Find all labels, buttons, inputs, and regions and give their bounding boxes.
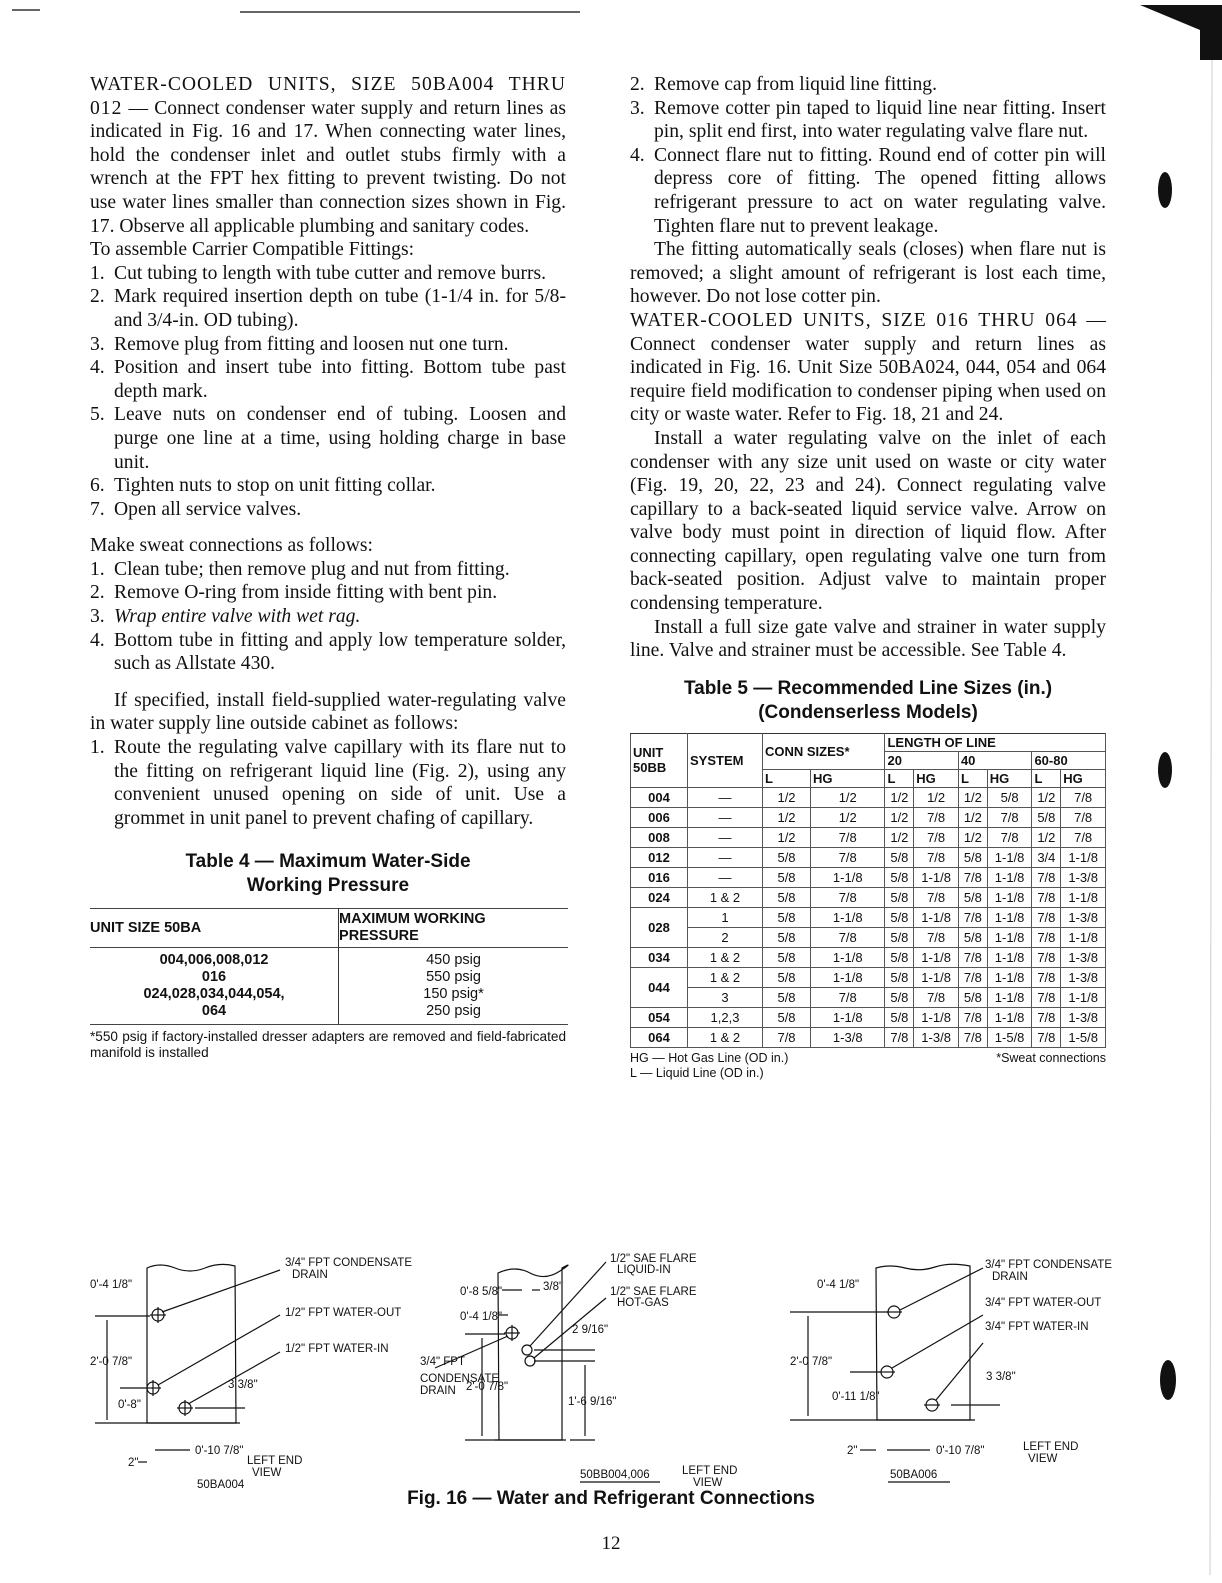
list-item (630, 144, 1106, 238)
size-cell: 1-1/8 (987, 907, 1032, 927)
size-cell: 7/8 (1032, 867, 1061, 887)
size-cell: 1-3/8 (1061, 967, 1106, 987)
dim-label: 2'-0 7/8" (466, 1381, 509, 1393)
sweat-steps-list (90, 558, 566, 676)
model-label: 50BA004 (197, 1479, 245, 1490)
size-cell: 1/2 (958, 787, 987, 807)
size-cell: 5/8 (763, 887, 811, 907)
system-cell: — (688, 847, 763, 867)
size-cell: 7/8 (1032, 987, 1061, 1007)
callout-label: 1/2" FPT WATER-IN (285, 1343, 389, 1355)
view-label: LEFT END (1023, 1441, 1079, 1453)
col-length-of-line: LENGTH OF LINE (885, 733, 1106, 751)
table-row (631, 907, 1106, 927)
size-cell: 7/8 (811, 847, 885, 867)
dim-label: 0'-4 1/8" (460, 1311, 503, 1323)
size-cell: 1-1/8 (914, 907, 959, 927)
size-cell: 1/2 (958, 827, 987, 847)
table-row (631, 827, 1106, 847)
list-item (90, 629, 566, 676)
size-cell: 1/2 (811, 787, 885, 807)
size-cell: 1-3/8 (1061, 907, 1106, 927)
col-l: L (763, 769, 811, 787)
size-cell: 7/8 (811, 987, 885, 1007)
dim-label: 2'-0 7/8" (790, 1356, 833, 1368)
size-cell: 1-1/8 (811, 967, 885, 987)
regulating-steps-continued (630, 73, 1106, 238)
table4-title-line1: Table 4 — Maximum Water-Side (185, 851, 471, 873)
size-cell: 5/8 (763, 987, 811, 1007)
size-cell: 5/8 (885, 847, 914, 867)
size-cell: 7/8 (914, 847, 959, 867)
figure-caption: Fig. 16 — Water and Refrigerant Connections (407, 1488, 815, 1509)
table4-col-pressure (339, 909, 568, 948)
size-cell: 1-1/8 (914, 967, 959, 987)
dim-label: 3 3/8" (986, 1371, 1016, 1383)
system-cell: 1,2,3 (688, 1007, 763, 1027)
dim-label: 0'-8 5/8" (460, 1286, 503, 1298)
unit-cell: 054 (631, 1007, 688, 1027)
paragraph-water-cooled-004-012 (90, 73, 566, 238)
size-cell: 7/8 (811, 827, 885, 847)
size-cell: 5/8 (958, 987, 987, 1007)
unit-cell: 064 (631, 1027, 688, 1047)
size-cell: 7/8 (1061, 827, 1106, 847)
col-unit: UNIT 50BB (631, 733, 688, 787)
paragraph-text: — Connect condenser water supply and return lines as indicated in Fig. 16 and 17. When connecting water lines, hold the condenser inlet and outlet stubs firmly with a wrench at the FPT hex fitting to prevent twisting. Do not use water lines smaller than connection sizes shown in Fig. 17. Observe all applicable plumbing and sanitary codes. (90, 97, 566, 237)
list-number: 3. (630, 97, 645, 119)
sweat-intro: Make sweat connections as follows: (90, 535, 373, 557)
size-cell: 7/8 (811, 887, 885, 907)
pressure-cell: 450 psig 550 psig 150 psig* 250 psig (339, 948, 568, 1025)
table5-legend (630, 1051, 1106, 1066)
system-cell: 2 (688, 927, 763, 947)
size-cell: 5/8 (958, 927, 987, 947)
size-cell: 1/2 (763, 807, 811, 827)
list-text: Connect flare nut to fitting. Round end of cotter pin will depress core of fitting. The opened fitting allows refrigerant pressure to act on water regulating valve. Tighten flare nut to prevent leakage. (654, 144, 1106, 237)
size-cell: 5/8 (763, 1007, 811, 1027)
list-item (630, 97, 1106, 144)
table4-footnote: *550 psig if factory-installed dresser adapters are removed and field-fabricated manifold is installed (90, 1029, 566, 1061)
size-cell: 1/2 (763, 827, 811, 847)
unit-cell: 006 (631, 807, 688, 827)
col-hg: HG (811, 769, 885, 787)
table-row (631, 947, 1106, 967)
size-cell: 5/8 (763, 867, 811, 887)
size-cell: 1-5/8 (1061, 1027, 1106, 1047)
callout-label: DRAIN (292, 1269, 328, 1281)
left-column (90, 73, 566, 1061)
dim-label: 0'-4 1/8" (90, 1279, 133, 1291)
size-cell: 1/2 (763, 787, 811, 807)
col-l: L (1032, 769, 1061, 787)
size-cell: 1-1/8 (1061, 987, 1106, 1007)
binder-hole-icon (1160, 1360, 1176, 1400)
paragraph-water-cooled-016-064 (630, 309, 1106, 427)
callout-label: HOT-GAS (617, 1297, 669, 1309)
size-cell: 7/8 (1032, 907, 1061, 927)
list-text: Remove cap from liquid line fitting. (654, 74, 937, 95)
table4-title (90, 850, 566, 898)
col-system: SYSTEM (688, 733, 763, 787)
list-number: 5. (90, 404, 105, 426)
size-cell: 5/8 (987, 787, 1032, 807)
unit-cell: 012 (631, 847, 688, 867)
size-cell: 1/2 (885, 807, 914, 827)
table-row (631, 887, 1106, 907)
size-cell: 7/8 (958, 967, 987, 987)
size-cell: 7/8 (987, 827, 1032, 847)
size-cell: 1-1/8 (811, 867, 885, 887)
size-cell: 7/8 (958, 947, 987, 967)
size-cell: 1/2 (885, 827, 914, 847)
view-label: LEFT END (682, 1465, 738, 1477)
list-text: Tighten nuts to stop on unit fitting collar. (114, 475, 436, 497)
list-number: 3. (90, 333, 105, 355)
paragraph-gate-valve: Install a full size gate valve and strainer in water supply line. Valve and strainer must be accessible. See Table 4. (630, 616, 1106, 662)
size-cell: 1-1/8 (914, 947, 959, 967)
fitting-hot-gas-icon (525, 1356, 535, 1366)
col-length-20: 20 (885, 751, 958, 769)
list-number: 1. (90, 737, 105, 759)
size-cell: 1/2 (914, 787, 959, 807)
size-cell: 5/8 (763, 847, 811, 867)
list-number: 4. (90, 629, 105, 651)
unit-cell: 034 (631, 947, 688, 967)
view-label: VIEW (1028, 1453, 1058, 1465)
binder-hole-icon (1158, 752, 1172, 788)
size-cell: 1-1/8 (914, 867, 959, 887)
size-cell: 1-1/8 (811, 907, 885, 927)
dim-label: 3 3/8" (228, 1379, 258, 1391)
dim-label: 0'-10 7/8" (195, 1445, 244, 1457)
list-item (90, 736, 566, 830)
list-item (90, 262, 566, 286)
system-cell: 1 & 2 (688, 967, 763, 987)
size-cell: 1-1/8 (811, 947, 885, 967)
size-cell: 1-1/8 (987, 927, 1032, 947)
size-cell: 1-1/8 (987, 867, 1032, 887)
size-cell: 5/8 (763, 907, 811, 927)
size-cell: 7/8 (885, 1027, 914, 1047)
list-number: 2. (90, 582, 105, 604)
table-row (631, 927, 1106, 947)
list-item (90, 581, 566, 605)
col-length-60-80: 60-80 (1032, 751, 1106, 769)
size-cell: 5/8 (763, 947, 811, 967)
list-text: Cut tubing to length with tube cutter and remove burrs. (114, 262, 547, 284)
table5-footnote: *Sweat connections (996, 1050, 1106, 1065)
list-number: 3. (90, 606, 105, 628)
callout-label: LIQUID-IN (617, 1264, 671, 1276)
dim-label: 0'-8" (118, 1399, 141, 1411)
unit-cell: 004 (631, 787, 688, 807)
system-cell: — (688, 787, 763, 807)
unit-size-cell: 004,006,008,012 016 024,028,034,044,054, 064 (90, 948, 339, 1025)
system-cell: 1 & 2 (688, 887, 763, 907)
unit-cell: 016 (631, 867, 688, 887)
size-cell: 7/8 (958, 1007, 987, 1027)
dim-label: 3/8" (543, 1281, 564, 1293)
size-cell: 7/8 (811, 927, 885, 947)
list-text: Leave nuts on condenser end of tubing. Loosen and purge one line at a time, using holding charge in base unit. (114, 404, 566, 473)
list-item (90, 356, 566, 403)
paragraph-text: — Connect condenser water supply and return lines as indicated in Fig. 16. Unit Size 50BA024, 044, 054 and 064 require field modification to condenser piping when used on city or waste water. Refer to Fig. 18, 21 and 24. (630, 309, 1106, 426)
col-l: L (958, 769, 987, 787)
table-row (631, 847, 1106, 867)
size-cell: 1/2 (1032, 787, 1061, 807)
size-cell: 1/2 (885, 787, 914, 807)
fig16-diagrams (90, 1240, 1120, 1490)
callout-label: 1/2" FPT WATER-OUT (285, 1307, 402, 1319)
dim-label: 2 9/16" (572, 1324, 609, 1336)
col-hg: HG (914, 769, 959, 787)
size-cell: 5/8 (885, 947, 914, 967)
size-cell: 7/8 (1032, 967, 1061, 987)
table-row (631, 807, 1106, 827)
unit-cell: 024 (631, 887, 688, 907)
list-item (90, 605, 566, 629)
page-number: 12 (601, 1533, 621, 1554)
size-cell: 5/8 (958, 847, 987, 867)
table4-col-unit-size: UNIT SIZE 50BA (90, 909, 339, 948)
callout-label: 3/4" FPT (420, 1356, 465, 1368)
view-label: VIEW (252, 1467, 282, 1479)
size-cell: 5/8 (885, 987, 914, 1007)
table-row (631, 787, 1106, 807)
size-cell: 1-1/8 (987, 947, 1032, 967)
list-text: Bottom tube in fitting and apply low temperature solder, such as Allstate 430. (114, 629, 566, 675)
callout-label: 3/4" FPT WATER-IN (985, 1321, 1089, 1333)
size-cell: 1/2 (1032, 827, 1061, 847)
dim-label: 1'-6 9/16" (568, 1396, 617, 1408)
section-heading: WATER-COOLED UNITS, SIZE 50BA004 THRU 012 (90, 74, 566, 119)
size-cell: 7/8 (1032, 927, 1061, 947)
dim-label: 0'-4 1/8" (817, 1279, 860, 1291)
list-text: Position and insert tube into fitting. Bottom tube past depth mark. (114, 357, 566, 402)
diagram-50ba006 (790, 1259, 1112, 1482)
list-text: Mark required insertion depth on tube (1-1/4 in. for 5/8- and 3/4-in. OD tubing). (114, 286, 566, 331)
size-cell: 5/8 (885, 907, 914, 927)
model-label: 50BA006 (890, 1469, 938, 1481)
unit-cell: 044 (631, 967, 688, 1007)
paragraph-fitting: The fitting automatically seals (closes) when flare nut is removed; a slight amount of refrigerant is lost each time, however. Do not lose cotter pin. (630, 239, 1106, 308)
table-row (631, 987, 1106, 1007)
size-cell: 5/8 (885, 867, 914, 887)
size-cell: 1-3/8 (811, 1027, 885, 1047)
model-label: 50BB004,006 (580, 1469, 650, 1481)
list-text: Remove cotter pin taped to liquid line near fitting. Insert pin, split end first, into water regulating valve flare nut. (654, 97, 1106, 143)
size-cell: 7/8 (1032, 1027, 1061, 1047)
unit-cell: 008 (631, 827, 688, 847)
list-number: 7. (90, 498, 105, 520)
view-label: LEFT END (247, 1455, 303, 1467)
list-item (90, 558, 566, 582)
table-row (90, 948, 568, 1025)
dim-label: 2" (847, 1445, 858, 1457)
table4-title-line2: Working Pressure (246, 875, 410, 897)
size-cell: 5/8 (1032, 807, 1061, 827)
table4-max-water-pressure (90, 908, 568, 1025)
size-cell: 5/8 (763, 927, 811, 947)
list-text: Wrap entire valve with wet rag. (114, 606, 361, 628)
size-cell: 1-1/8 (1061, 927, 1106, 947)
system-cell: — (688, 807, 763, 827)
list-text: Open all service valves. (114, 498, 302, 520)
system-cell: 3 (688, 987, 763, 1007)
dim-label: 0'-11 1/8" (832, 1391, 880, 1403)
callout-label: 3/4" FPT CONDENSATE (285, 1257, 412, 1269)
size-cell: 1-1/8 (914, 1007, 959, 1027)
callout-label: DRAIN (420, 1385, 456, 1397)
view-label: VIEW (693, 1477, 723, 1489)
list-text: Route the regulating valve capillary with its flare nut to the fitting on refrigerant liquid line (Fig. 2), using any convenient unused opening on side of unit. Use a grommet in unit panel to prevent chafing of capillary. (114, 737, 566, 829)
regulating-steps-list (90, 736, 566, 830)
col-header-line: PRESSURE (339, 928, 419, 945)
list-number: 1. (90, 262, 105, 284)
col-header-line: MAXIMUM WORKING (339, 911, 486, 928)
size-cell: 7/8 (958, 867, 987, 887)
col-length-40: 40 (958, 751, 1031, 769)
size-cell: 1-1/8 (987, 887, 1032, 907)
table5-title-line2: (Condenserless Models) (758, 701, 978, 723)
list-number: 4. (630, 144, 645, 166)
assemble-intro: To assemble Carrier Compatible Fittings: (90, 239, 415, 261)
unit-cell: 028 (631, 907, 688, 947)
size-cell: 5/8 (885, 887, 914, 907)
list-item (90, 403, 566, 474)
size-cell: 5/8 (958, 887, 987, 907)
size-cell: 7/8 (1061, 787, 1106, 807)
size-cell: 7/8 (1032, 1007, 1061, 1027)
section-heading: WATER-COOLED UNITS, SIZE 016 THRU 064 (630, 309, 1078, 331)
system-cell: 1 (688, 907, 763, 927)
callout-label: CONDENSATE (420, 1373, 500, 1385)
col-conn-sizes: CONN SIZES* (763, 733, 885, 769)
size-cell: 7/8 (914, 927, 959, 947)
table5-legend-l (630, 1066, 1106, 1081)
paragraph-regulating-valve: Install a water regulating valve on the inlet of each condenser with any size unit used on waste or city water (Fig. 19, 20, 22, 23 and 24). Connect regulating valve capillary to a back-seated liquid service valve. Arrow on valve body must point in direction of liquid flow. After connecting capillary, open regulating valve one turn from back-seated position. Adjust valve to maintain proper condensing temperature. (630, 427, 1106, 615)
system-cell: — (688, 827, 763, 847)
dim-label: 2" (128, 1457, 139, 1469)
size-cell: 5/8 (885, 967, 914, 987)
size-cell: 1-3/8 (1061, 867, 1106, 887)
size-cell: 7/8 (1032, 947, 1061, 967)
col-l: L (885, 769, 914, 787)
size-cell: 1-1/8 (987, 847, 1032, 867)
list-number: 2. (90, 286, 105, 308)
size-cell: 1-1/8 (987, 987, 1032, 1007)
size-cell: 1-1/8 (987, 967, 1032, 987)
list-item (90, 498, 566, 522)
callout-label: 1/2" SAE FLARE (610, 1286, 697, 1298)
size-cell: 1-1/8 (1061, 887, 1106, 907)
size-cell: 7/8 (958, 1027, 987, 1047)
callout-label: 3/4" FPT WATER-OUT (985, 1297, 1102, 1309)
size-cell: 7/8 (1061, 807, 1106, 827)
system-cell: — (688, 867, 763, 887)
list-item (630, 73, 1106, 97)
size-cell: 1/2 (958, 807, 987, 827)
table5-title-line1: Table 5 — Recommended Line Sizes (in.) (683, 677, 1053, 699)
size-cell: 1-1/8 (811, 1007, 885, 1027)
size-cell: 5/8 (885, 927, 914, 947)
system-cell: 1 & 2 (688, 1027, 763, 1047)
diagram-50bb004-006 (420, 1253, 737, 1489)
size-cell: 7/8 (914, 987, 959, 1007)
list-number: 6. (90, 475, 105, 497)
size-cell: 7/8 (914, 887, 959, 907)
table5-title (630, 677, 1106, 725)
binder-hole-icon (1158, 172, 1172, 208)
size-cell: 5/8 (885, 1007, 914, 1027)
size-cell: 1/2 (811, 807, 885, 827)
callout-label: 3/4" FPT CONDENSATE (985, 1259, 1112, 1271)
right-column (630, 73, 1106, 1081)
diagram-50ba004 (90, 1257, 412, 1490)
size-cell: 1-5/8 (987, 1027, 1032, 1047)
col-hg: HG (1061, 769, 1106, 787)
list-item (90, 333, 566, 357)
table-row (631, 867, 1106, 887)
table-row (631, 1007, 1106, 1027)
fitting-liquid-in-icon (522, 1345, 532, 1355)
corner-mark-icon (1140, 5, 1222, 60)
table5-line-sizes (630, 733, 1106, 1048)
size-cell: 7/8 (1032, 887, 1061, 907)
col-hg: HG (987, 769, 1032, 787)
list-number: 4. (90, 357, 105, 379)
size-cell: 1-1/8 (987, 1007, 1032, 1027)
size-cell: 7/8 (987, 807, 1032, 827)
dim-label: 2'-0 7/8" (90, 1356, 133, 1368)
size-cell: 7/8 (763, 1027, 811, 1047)
table-row (631, 1027, 1106, 1047)
list-text: Clean tube; then remove plug and nut from fitting. (114, 558, 510, 580)
table-row (631, 967, 1106, 987)
assemble-steps-list (90, 262, 566, 522)
list-text: Remove plug from fitting and loosen nut one turn. (114, 333, 509, 355)
size-cell: 1-3/8 (914, 1027, 959, 1047)
size-cell: 3/4 (1032, 847, 1061, 867)
size-cell: 1-1/8 (1061, 847, 1106, 867)
size-cell: 7/8 (914, 827, 959, 847)
callout-label: 1/2" SAE FLARE (610, 1253, 697, 1265)
list-item (90, 285, 566, 332)
list-number: 1. (90, 558, 105, 580)
dim-label: 0'-10 7/8" (936, 1445, 985, 1457)
callout-label: DRAIN (992, 1271, 1028, 1283)
size-cell: 7/8 (958, 907, 987, 927)
legend-hg: HG — Hot Gas Line (OD in.) (630, 1050, 789, 1065)
legend-l: L — Liquid Line (OD in.) (630, 1065, 764, 1080)
list-item (90, 474, 566, 498)
size-cell: 5/8 (763, 967, 811, 987)
size-cell: 1-3/8 (1061, 947, 1106, 967)
system-cell: 1 & 2 (688, 947, 763, 967)
size-cell: 1-3/8 (1061, 1007, 1106, 1027)
regulating-intro: If specified, install field-supplied water-regulating valve in water supply line outside cabinet as follows: (90, 689, 566, 735)
size-cell: 7/8 (914, 807, 959, 827)
list-text: Remove O-ring from inside fitting with bent pin. (114, 582, 498, 604)
list-number: 2. (630, 74, 645, 95)
